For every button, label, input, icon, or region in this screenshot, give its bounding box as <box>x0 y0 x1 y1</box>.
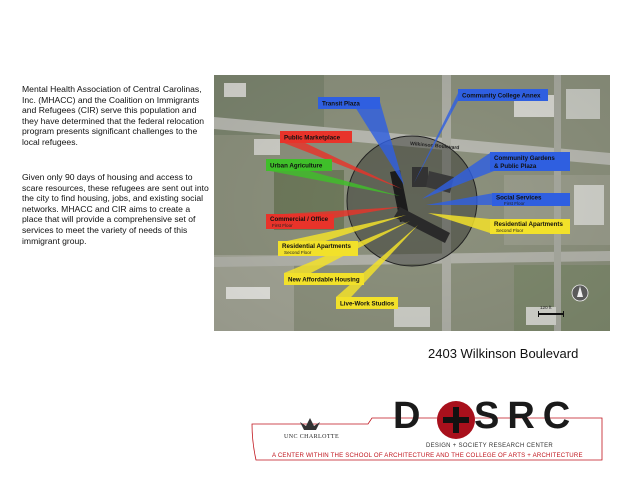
label-community-gardens-line2: & Public Plaza <box>494 163 537 170</box>
logo-subtitle: DESIGN + SOCIETY RESEARCH CENTER <box>426 443 554 449</box>
label-commercial-office: Commercial / Office <box>270 216 329 223</box>
site-map-graphic <box>214 75 610 331</box>
logo-letters-src: SRC <box>474 395 579 437</box>
site-address: 2403 Wilkinson Boulevard <box>428 346 579 361</box>
scale-label: 120 ft <box>540 305 552 310</box>
dsrc-logo <box>250 395 610 468</box>
label-transit-plaza: Transit Plaza <box>322 100 360 108</box>
label-commercial-office-floor: First Floor <box>272 223 293 228</box>
unc-crown-icon <box>300 418 320 430</box>
scale-bar-icon <box>538 313 564 315</box>
site-building-annex <box>412 167 428 187</box>
label-public-marketplace: Public Marketplace <box>284 134 341 142</box>
label-residential-right-floor: Second Floor <box>496 228 524 233</box>
label-community-gardens: Community Gardens <box>494 155 555 162</box>
unc-charlotte-text: UNC CHARLOTTE <box>284 434 340 440</box>
site-aerial-map <box>214 75 610 331</box>
label-residential-apartments-left: Residential Apartments <box>282 243 351 250</box>
logo-plus-horizontal-icon <box>443 417 469 423</box>
description-paragraph-1: Mental Health Association of Central Carolinas, Inc. (MHACC) and the Coalition on Immigrants and Refugees (CIR) serve this population and they have determined that the federal relocation program presents significant challenges to the local refugees. <box>22 84 205 147</box>
label-urban-agriculture: Urban Agriculture <box>270 162 323 170</box>
label-social-services: Social Services <box>496 194 542 202</box>
label-community-college-annex: Community College Annex <box>462 92 541 100</box>
road-label: Wilkinson Boulevard <box>409 141 460 152</box>
label-residential-apartments-right: Residential Apartments <box>494 221 563 228</box>
description-paragraph-2: Given only 90 days of housing and access to scare resources, these refugees are sent out into the city to find housing, jobs, and existing social networks. MHACC and CIR aims to create a place that will provide a comprehensive set of services to meet the variety of needs of this immigrant group. <box>22 172 209 246</box>
label-social-services-floor: First Floor <box>504 201 525 206</box>
label-residential-left-floor: Second Floor <box>284 250 312 255</box>
label-live-work-studios: Live-Work Studios <box>340 300 395 308</box>
label-new-affordable-housing: New Affordable Housing <box>288 276 360 284</box>
logo-letter-d: D <box>393 395 425 437</box>
logo-tagline: A CENTER WITHIN THE SCHOOL OF ARCHITECTURE AND THE COLLEGE OF ARTS + ARCHITECTURE <box>272 452 583 459</box>
